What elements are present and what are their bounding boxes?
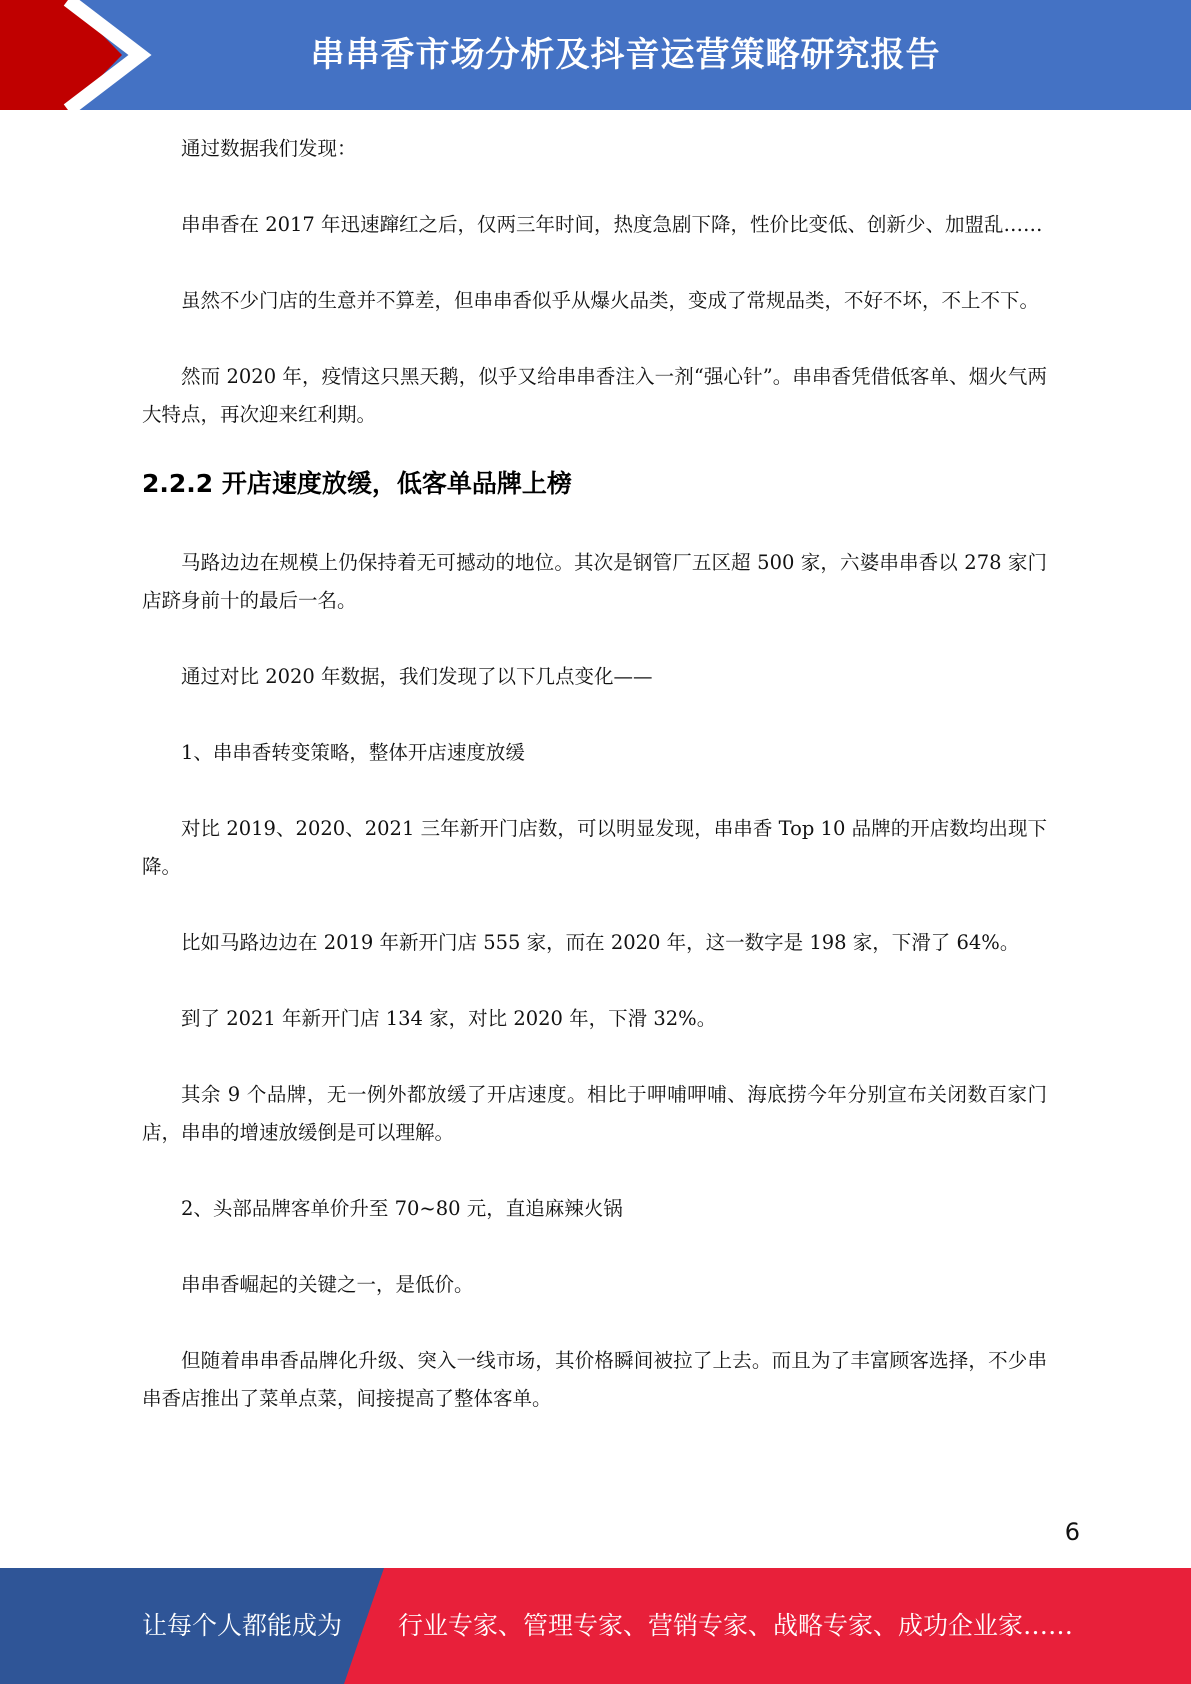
header-arrow-decoration <box>0 0 160 110</box>
page-footer <box>0 1568 1191 1684</box>
footer-slogan-left: 让每个人都能成为 <box>142 1611 343 1640</box>
paragraph: 串串香崛起的关键之一，是低价。 <box>181 1273 474 1296</box>
report-title: 串串香市场分析及抖音运营策略研究报告 <box>310 35 941 75</box>
paragraph: 串串香在 2017 年迅速蹿红之后，仅两三年时间，热度急剧下降，性价比变低、创新少、加盟乱…… <box>181 213 1043 236</box>
paragraph: 马路边边在规模上仍保持着无可撼动的地位。其次是钢管厂五区超 500 家，六婆串串香以 278 家门店跻身前十的最后一名。 <box>142 551 1047 612</box>
paragraph: 但随着串串香品牌化升级、突入一线市场，其价格瞬间被拉了上去。而且为了丰富顾客选择，不少串串香店推出了菜单点菜，间接提高了整体客单。 <box>142 1349 1047 1410</box>
paragraph: 2、头部品牌客单价升至 70~80 元，直追麻辣火锅 <box>181 1197 623 1220</box>
paragraph: 到了 2021 年新开门店 134 家，对比 2020 年，下滑 32%。 <box>181 1007 717 1030</box>
footer-slogan-right: 行业专家、管理专家、营销专家、战略专家、成功企业家…… <box>398 1611 1074 1640</box>
paragraph: 对比 2019、2020、2021 三年新开门店数，可以明显发现，串串香 Top 10 品牌的开店数均出现下降。 <box>142 817 1047 878</box>
paragraph: 通过数据我们发现： <box>181 137 357 160</box>
paragraph: 其余 9 个品牌，无一例外都放缓了开店速度。相比于呷哺呷哺、海底捞今年分别宣布关闭数百家门店，串串的增速放缓倒是可以理解。 <box>142 1083 1047 1144</box>
page-number: 6 <box>1064 1518 1080 1546</box>
section-heading: 2.2.2 开店速度放缓，低客单品牌上榜 <box>142 469 572 498</box>
document-body <box>142 130 1047 1418</box>
paragraph: 通过对比 2020 年数据，我们发现了以下几点变化—— <box>181 665 653 688</box>
paragraph: 然而 2020 年，疫情这只黑天鹅，似乎又给串串香注入一剂“强心针”。串串香凭借低客单、烟火气两大特点，再次迎来红利期。 <box>142 365 1047 426</box>
paragraph: 虽然不少门店的生意并不算差，但串串香似乎从爆火品类，变成了常规品类，不好不坏，不上不下。 <box>181 289 1040 312</box>
page-header <box>0 0 1191 110</box>
paragraph: 比如马路边边在 2019 年新开门店 555 家，而在 2020 年，这一数字是 198 家，下滑了 64%。 <box>181 931 1020 954</box>
paragraph: 1、串串香转变策略，整体开店速度放缓 <box>181 741 525 764</box>
